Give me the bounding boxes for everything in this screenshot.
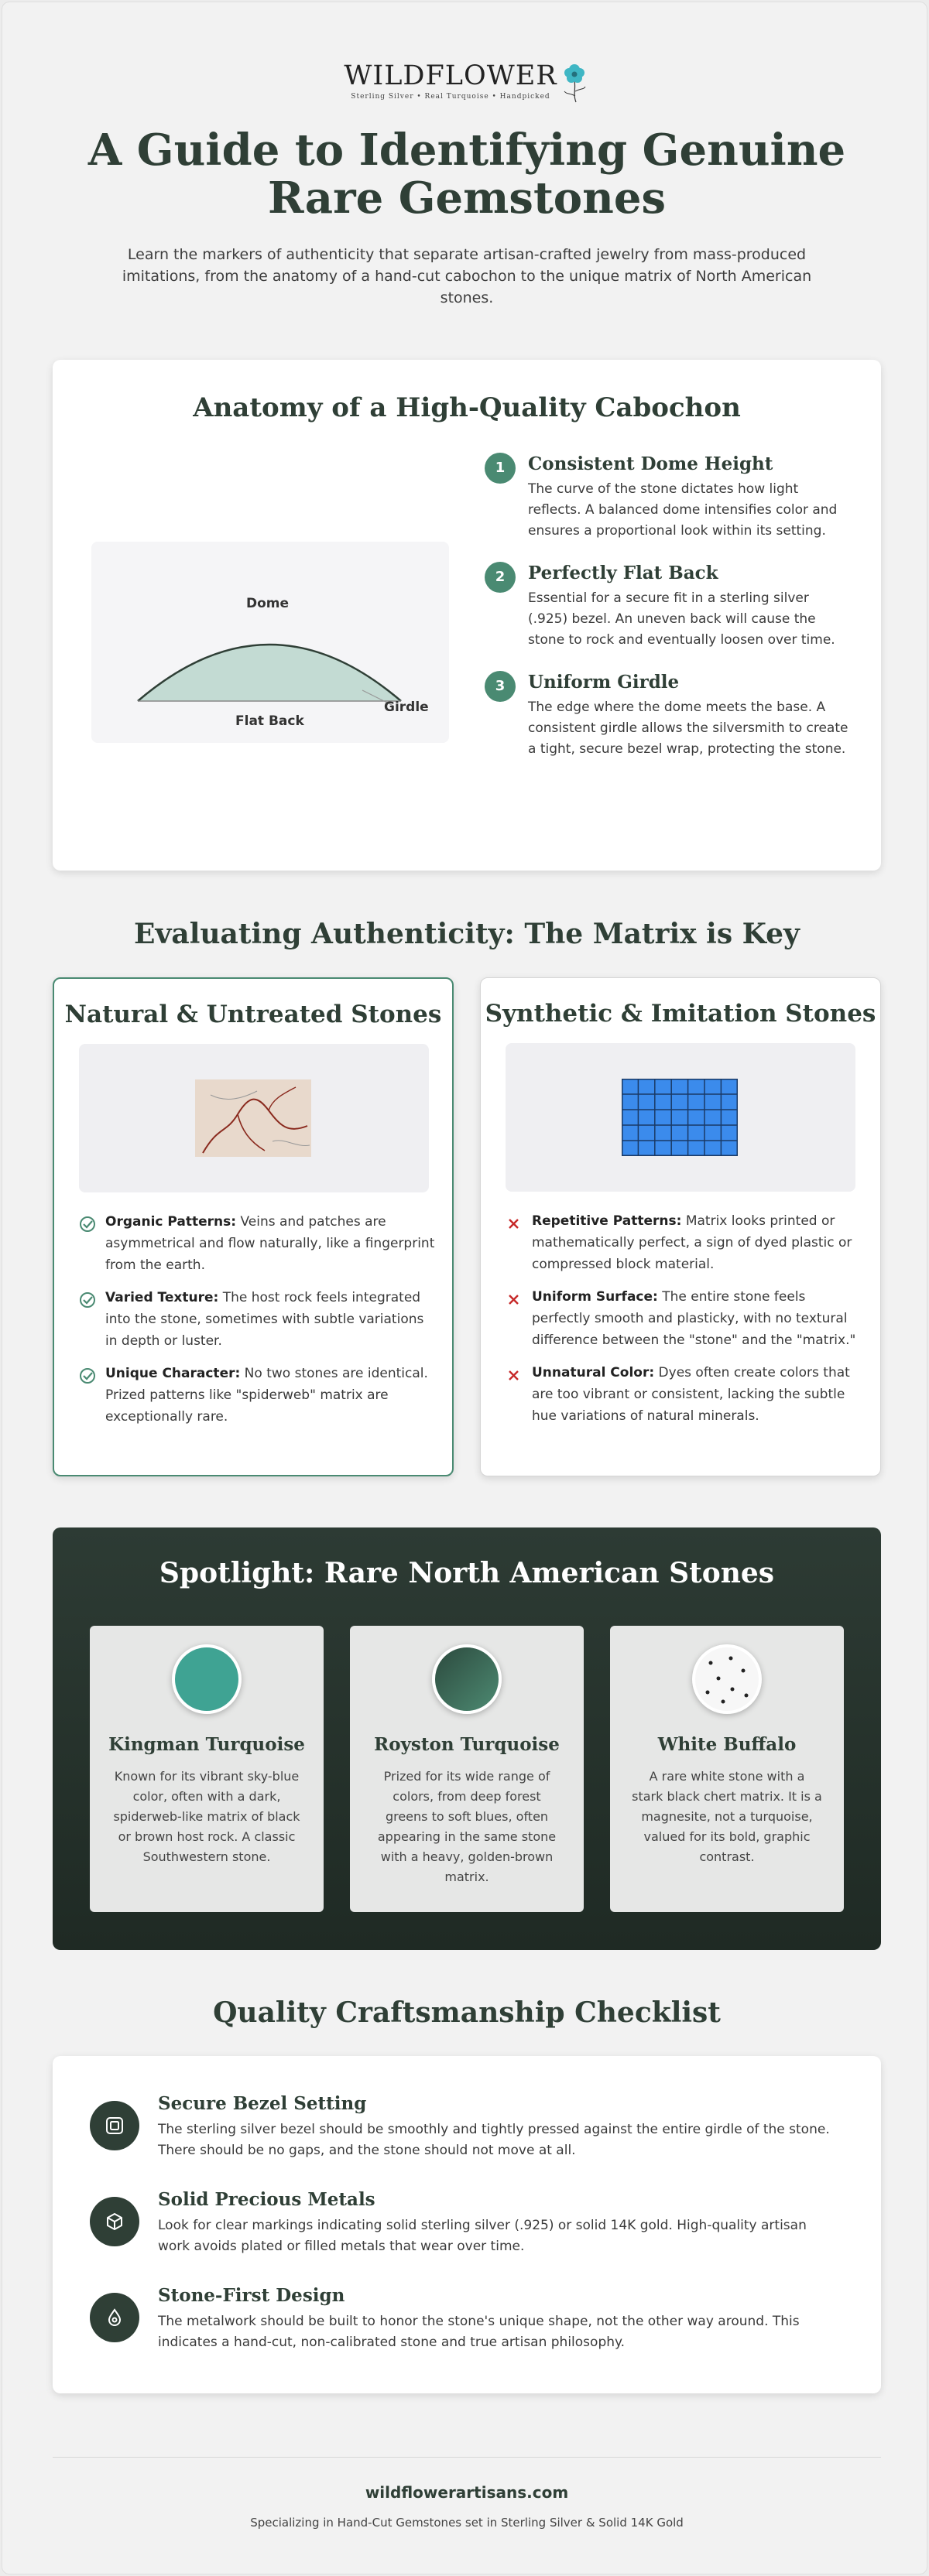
list-item xyxy=(79,1363,435,1428)
stone-card-white-buffalo xyxy=(610,1626,844,1912)
flat-back-label: Flat Back xyxy=(235,713,304,729)
matrix-section-title: Evaluating Authenticity: The Matrix is Key xyxy=(134,918,800,950)
stone-name: Royston Turquoise xyxy=(374,1734,560,1755)
page-title: A Guide to Identifying Genuine Rare Gemstones xyxy=(87,125,846,224)
trait-label: Uniform Surface: xyxy=(532,1289,658,1305)
kingman-swatch xyxy=(172,1644,242,1714)
grid-pattern-swatch xyxy=(622,1079,738,1156)
flower-icon xyxy=(559,57,590,104)
checklist-description: The metalwork should be built to honor the stone's unique shape, not the other way around. This indicates a hand-cut, non-calibrated stone and true artisan philosophy. xyxy=(158,2314,800,2350)
spotlight-panel xyxy=(53,1527,881,1950)
feature-item xyxy=(485,453,848,542)
feature-description: Essential for a secure fit in a sterling silver (.925) bezel. An uneven back will cause the stone to rock and eventually loosen over time. xyxy=(528,590,835,648)
stone-description: A rare white stone with a stark black chert matrix. It is a magnesite, not a turquoise, valued for its bold, graphic contrast. xyxy=(632,1769,822,1864)
trait-text: No two stones are identical. Prized patterns like "spiderweb" matrix are exceptionally rare. xyxy=(105,1366,428,1425)
trait-text: Dyes often create colors that are too vibrant or consistent, lacking the subtle hue variations of natural minerals. xyxy=(532,1365,850,1424)
checklist-description: The sterling silver bezel should be smoothly and tightly pressed against the entire girdle of the stone. There should be no gaps, and the stone should not move at all. xyxy=(158,2122,830,2158)
trait-text: The entire stone feels perfectly smooth and plasticky, with no textural difference between the "stone" and the "matrix." xyxy=(532,1289,856,1348)
natural-stones-card xyxy=(53,977,454,1476)
feature-title: Consistent Dome Height xyxy=(528,453,773,474)
list-item xyxy=(79,1287,435,1352)
feature-item xyxy=(485,671,848,760)
trait-label: Repetitive Patterns: xyxy=(532,1213,682,1229)
checklist-item xyxy=(90,2093,848,2163)
x-mark-icon xyxy=(506,1367,523,1384)
checklist-item xyxy=(90,2285,848,2355)
x-mark-icon xyxy=(506,1215,523,1232)
synthetic-matrix-sample xyxy=(506,1043,855,1192)
synthetic-stones-card xyxy=(480,977,881,1476)
checklist-item xyxy=(90,2189,848,2259)
checklist-title: Solid Precious Metals xyxy=(158,2189,375,2210)
trait-text: Matrix looks printed or mathematically perfect, a sign of dyed plastic or compressed block material. xyxy=(532,1213,852,1272)
trait-label: Unnatural Color: xyxy=(532,1365,655,1380)
anatomy-title: Anatomy of a High-Quality Cabochon xyxy=(193,392,741,423)
feature-description: The edge where the dome meets the base. A consistent girdle allows the silversmith to create a tight, secure bezel wrap, protecting the stone. xyxy=(528,700,848,757)
check-circle-icon xyxy=(79,1216,96,1233)
bezel-square-icon xyxy=(90,2101,139,2150)
stone-description: Prized for its wide range of colors, from deep forest greens to soft blues, often appearing in the same stone with a heavy, golden-brown matrix. xyxy=(377,1769,557,1884)
synthetic-traits-list xyxy=(506,1210,862,1438)
stone-card-kingman xyxy=(90,1626,324,1912)
synthetic-stones-title: Synthetic & Imitation Stones xyxy=(485,1000,876,1028)
stone-name: White Buffalo xyxy=(657,1734,797,1755)
feature-number-badge: 2 xyxy=(485,562,516,593)
drop-icon xyxy=(90,2293,139,2342)
natural-stones-title: Natural & Untreated Stones xyxy=(64,1001,442,1028)
brand-name: WILDFLOWER xyxy=(344,60,557,91)
cabochon-diagram xyxy=(91,542,449,743)
intro-text: Learn the markers of authenticity that separate artisan-crafted jewelry from mass-produced imitations, from the anatomy of a hand-cut cabochon to the unique matrix of North American stones. xyxy=(122,246,812,306)
footer-tagline: Specializing in Hand-Cut Gemstones set in Sterling Silver & Solid 14K Gold xyxy=(250,2516,684,2530)
dome-label: Dome xyxy=(246,596,290,611)
footer-divider xyxy=(53,2457,881,2458)
royston-swatch xyxy=(432,1644,502,1714)
list-item xyxy=(506,1362,862,1427)
trait-label: Organic Patterns: xyxy=(105,1214,237,1230)
speckle-pattern xyxy=(695,1647,759,1711)
checklist-description: Look for clear markings indicating solid sterling silver (.925) or solid 14K gold. High-quality artisan work avoids plated or filled metals that wear over time. xyxy=(158,2218,807,2254)
spotlight-title: Spotlight: Rare North American Stones xyxy=(159,1557,775,1589)
stone-description: Known for its vibrant sky-blue color, often with a dark, spiderweb-like matrix of black or brown host rock. A classic Southwestern stone. xyxy=(113,1769,300,1864)
feature-item xyxy=(485,562,848,651)
checklist-card xyxy=(53,2056,881,2393)
check-circle-icon xyxy=(79,1291,96,1309)
trait-text: Veins and patches are asymmetrical and flow naturally, like a fingerprint from the earth. xyxy=(105,1214,435,1273)
anatomy-feature-list xyxy=(485,453,848,780)
brand-tagline: Sterling Silver • Real Turquoise • Handpicked xyxy=(351,93,550,101)
list-item xyxy=(506,1210,862,1275)
cube-icon xyxy=(90,2197,139,2246)
checklist-title: Stone-First Design xyxy=(158,2285,345,2306)
anatomy-card xyxy=(53,360,881,871)
feature-title: Perfectly Flat Back xyxy=(528,563,718,583)
list-item xyxy=(506,1286,862,1351)
organic-vein-swatch xyxy=(195,1079,311,1157)
trait-label: Unique Character: xyxy=(105,1366,241,1381)
stone-card-royston xyxy=(350,1626,584,1912)
checklist-title: Secure Bezel Setting xyxy=(158,2093,367,2114)
check-circle-icon xyxy=(79,1367,96,1384)
natural-traits-list xyxy=(79,1211,435,1439)
feature-number-badge: 3 xyxy=(485,671,516,702)
infographic xyxy=(2,2,927,2574)
x-mark-icon xyxy=(506,1291,523,1308)
feature-description: The curve of the stone dictates how light reflects. A balanced dome intensifies color and ensures a proportional look within its setting. xyxy=(528,481,838,539)
checklist-section-title: Quality Craftsmanship Checklist xyxy=(213,1996,721,2029)
stone-name: Kingman Turquoise xyxy=(108,1734,305,1755)
brand-logo[interactable] xyxy=(2,60,929,110)
list-item xyxy=(79,1211,435,1276)
trait-label: Varied Texture: xyxy=(105,1290,219,1305)
footer-website-link[interactable]: wildflowerartisans.com xyxy=(365,2483,569,2502)
natural-matrix-sample xyxy=(79,1044,429,1192)
trait-text: The host rock feels integrated into the stone, sometimes with subtle variations in depth or luster. xyxy=(105,1290,424,1349)
feature-title: Uniform Girdle xyxy=(528,672,680,693)
girdle-label: Girdle xyxy=(384,700,429,715)
white-buffalo-swatch xyxy=(692,1644,762,1714)
feature-number-badge: 1 xyxy=(485,453,516,484)
